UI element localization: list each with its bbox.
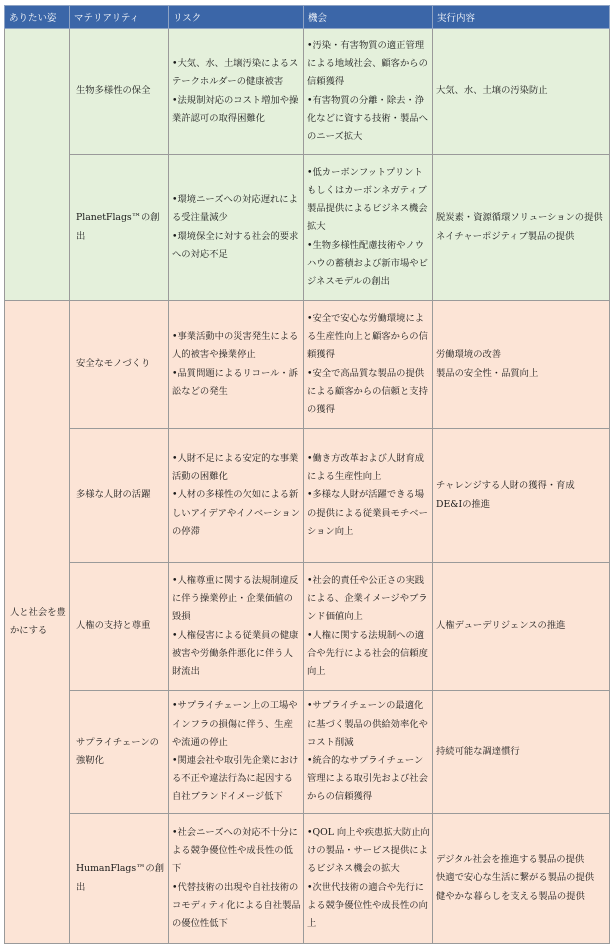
- opportunity-cell: [304, 691, 433, 814]
- action-cell: [433, 155, 610, 301]
- opportunity-cell: [304, 814, 433, 944]
- risk-cell: [169, 155, 304, 301]
- materiality-cell: 生物多様性の保全: [70, 29, 169, 155]
- opportunity-item: •QOL 向上や疾患拡大防止向けの製品・サービス提供によるビジネス機会の拡大: [307, 826, 430, 875]
- risk-item: •サプライチェーン上の工場やインフラの損傷に伴う、生産や流通の停止: [172, 700, 298, 748]
- opportunity-cell: [304, 155, 433, 301]
- risk-item: •人権尊重に関する法規制違反に伴う操業停止・企業価値の毀損: [172, 574, 299, 623]
- materiality-table: [4, 5, 610, 944]
- action-cell: [433, 691, 610, 814]
- risk-item: •関連会社や取引先企業における不正や違法行為に起因する自社ブランドイメージ低下: [172, 755, 299, 803]
- risk-item: •品質問題によるリコール・訴訟などの発生: [172, 367, 298, 397]
- opportunity-item: •生物多様性配慮技術やノウハウの蓄積および新市場やビジネスモデルの創出: [307, 239, 428, 287]
- action-cell: [433, 814, 610, 944]
- risk-item: •大気、水、土壌汚染によるステークホルダーの健康被害: [172, 58, 299, 88]
- opportunity-item: •社会的責任や公正さの実践による、企業イメージやブランド価値向上: [307, 574, 428, 623]
- materiality-cell: 安全なモノづくり: [70, 301, 169, 429]
- opportunity-item: •安全で安心な労働環境による生産性向上と顧客からの信頼獲得: [307, 312, 428, 361]
- action-item: 製品の安全性・品質向上: [436, 367, 539, 379]
- materiality-cell: 人権の支持と尊重: [70, 563, 169, 691]
- action-item: チャレンジする人財の獲得・育成: [436, 480, 575, 492]
- risk-item: •社会ニーズへの対応不十分による競争優位性や成長性の低下: [172, 826, 298, 875]
- header-aritai-sugata: ありたい姿: [5, 6, 70, 29]
- action-item: 大気、水、土壌の汚染防止: [436, 85, 548, 97]
- risk-item: •環境保全に対する社会的要求への対応不足: [172, 230, 299, 260]
- risk-item: •人権侵害による従業員の健康被害や労働条件悪化に伴う人財流出: [172, 629, 299, 677]
- opportunity-cell: [304, 429, 433, 563]
- materiality-cell: 多様な人財の活躍: [70, 429, 169, 563]
- opportunity-item: •汚染・有害物質の適正管理による地域社会、顧客からの信頼獲得: [307, 39, 428, 88]
- opportunity-item: •有害物質の分離・除去・浄化などに資する技術・製品へのニーズ拡大: [307, 94, 428, 142]
- header-risk: リスク: [169, 6, 304, 29]
- materiality-cell: PlanetFlags™の創出: [70, 155, 169, 301]
- risk-item: •事業活動中の災害発生による人的被害や操業停止: [172, 331, 299, 361]
- header-action: 実行内容: [433, 6, 610, 29]
- goal-cell: 人と社会を豊かにする: [5, 301, 70, 944]
- materiality-cell: サプライチェーンの強靭化: [70, 691, 169, 814]
- action-cell: [433, 563, 610, 691]
- opportunity-cell: [304, 301, 433, 429]
- risk-cell: [169, 814, 304, 944]
- risk-item: •人財不足による安定的な事業活動の困難化: [172, 452, 299, 483]
- action-item: ネイチャーポジティブ製品の提供: [436, 230, 575, 242]
- action-item: 健やかな暮らしを支える製品の提供: [436, 890, 585, 902]
- action-item: DE&Iの推進: [436, 498, 491, 510]
- opportunity-item: •多様な人財が活躍できる場の提供による従業員モチベーション向上: [307, 489, 428, 537]
- opportunity-item: •統合的なサプライチェーン管理による取引先および社会からの信頼獲得: [307, 755, 428, 803]
- opportunity-item: •サプライチェーンの最適化に基づく製品の供給効率化やコスト削減: [307, 700, 428, 748]
- risk-cell: [169, 29, 304, 155]
- opportunity-item: •人権に関する法規制への適合や先行による社会的信頼度向上: [307, 629, 428, 677]
- table-row: [5, 814, 610, 944]
- action-cell: [433, 301, 610, 429]
- risk-cell: [169, 429, 304, 563]
- table-row: [5, 429, 610, 563]
- risk-item: •法規制対応のコスト増加や操業許認可の取得困難化: [172, 94, 299, 124]
- risk-item: •代替技術の出現や自社技術のコモディティ化による自社製品の優位性低下: [172, 881, 301, 929]
- header-materiality: マテリアリティ: [70, 6, 169, 29]
- action-item: 持続可能な調達慣行: [436, 745, 520, 757]
- goal-cell: [5, 29, 70, 301]
- header-row: [5, 6, 610, 29]
- materiality-cell: HumanFlags™の創出: [70, 814, 169, 944]
- risk-item: •人材の多様性の欠如による新しいアイデアやイノベーションの停滞: [172, 489, 301, 537]
- risk-cell: [169, 301, 304, 429]
- action-item: 快適で安心な生活に繋がる製品の提供: [436, 872, 595, 884]
- action-item: デジタル社会を推進する製品の提供: [436, 854, 585, 866]
- risk-item: •環境ニーズへの対応遅れによる受注量減少: [172, 194, 298, 224]
- action-item: 人権デューデリジェンスの推進: [436, 620, 566, 632]
- action-cell: [433, 29, 610, 155]
- opportunity-item: •次世代技術の適合や先行による競争優位性や成長性の向上: [307, 881, 428, 929]
- opportunity-item: •安全で高品質な製品の提供による顧客からの信頼と支持の獲得: [307, 367, 428, 415]
- table-row: [5, 301, 610, 429]
- table-row: [5, 691, 610, 814]
- action-cell: [433, 429, 610, 563]
- risk-cell: [169, 691, 304, 814]
- table-row: [5, 29, 610, 155]
- header-opportunity: 機会: [304, 6, 433, 29]
- opportunity-cell: [304, 29, 433, 155]
- table-row: [5, 563, 610, 691]
- action-item: 労働環境の改善: [436, 349, 502, 361]
- opportunity-item: •低カーボンフットプリントもしくはカーボンネガティブ製品提供によるビジネス機会拡大: [307, 166, 428, 233]
- action-item: 脱炭素・資源循環ソリューションの提供: [436, 212, 603, 224]
- opportunity-cell: [304, 563, 433, 691]
- table-row: [5, 155, 610, 301]
- opportunity-item: •働き方改革および人財育成による生産性向上: [307, 452, 425, 483]
- risk-cell: [169, 563, 304, 691]
